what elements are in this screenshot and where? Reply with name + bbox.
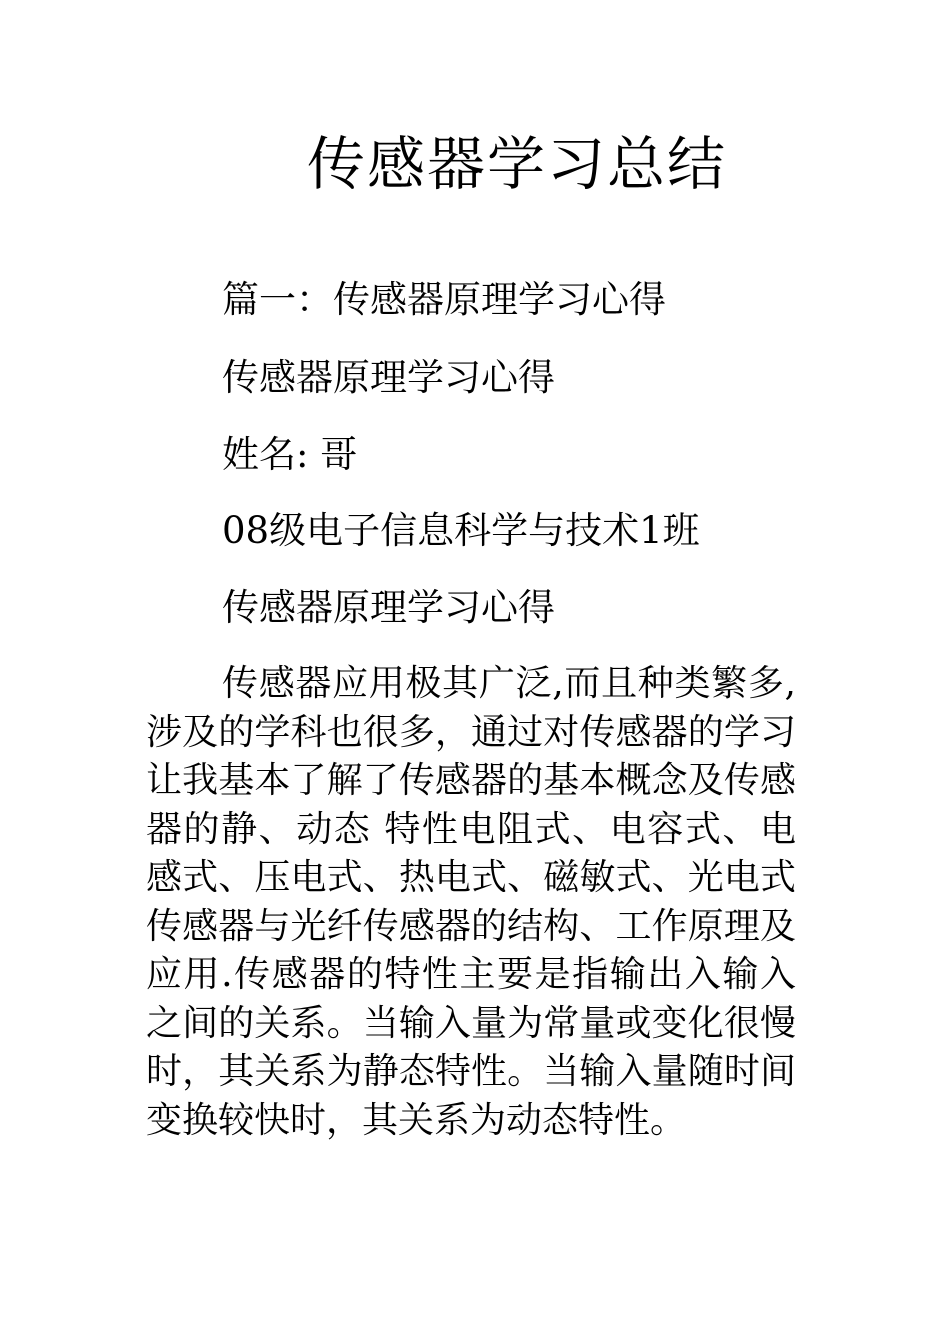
repeated-subtitle-line: 传感器原理学习心得 bbox=[222, 586, 555, 629]
author-name-line: 姓名: 哥 bbox=[222, 433, 358, 476]
class-info-line: 08级电子信息科学与技术1班 bbox=[222, 509, 700, 552]
subtitle-line: 传感器原理学习心得 bbox=[222, 356, 555, 399]
body-paragraph: 传感器应用极其广泛,而且种类繁多,涉及的学科也很多，通过对传感器的学习让我基本了解了传感器的基本概念及传感器的静、动态 特性电阻式、电容式、电感式、压电式、热电式、磁敏式、光电式传感器与光纤传感器的结构、工作原理及应用.传感器的特性主要是指输出入输入之间的关系。当输入量为常量或变化很慢时，其关系为静态特性。当输入量随时间变换较快时，其关系为动态特性。 bbox=[146, 663, 796, 1141]
section-heading: 篇一：传感器原理学习心得 bbox=[222, 278, 666, 321]
document-title: 传感器学习总结 bbox=[306, 130, 727, 198]
